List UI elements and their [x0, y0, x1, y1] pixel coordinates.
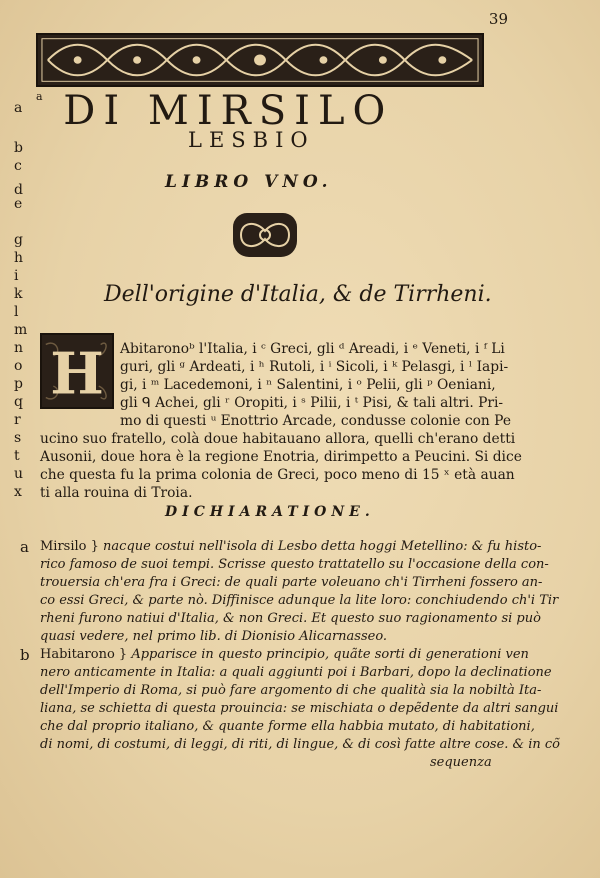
margin-letter: o [14, 358, 23, 374]
margin-letter: r [14, 412, 21, 428]
body-text-line: ti alla rouina di Troia. [40, 485, 193, 501]
note-text-line: nero anticamente in Italia: a quali aggiunti poi i Barbari, dopo la declinatione [40, 665, 552, 680]
margin-letter: i [14, 268, 19, 284]
note-text-line: dell'Imperio di Roma, si può fare argomento di che qualità sia la nobiltà Ita- [40, 683, 542, 698]
margin-letter: a [14, 100, 23, 116]
body-text-line: gli ᑫ Achei, gli ʳ Oropiti, i ˢ Pilii, i ᵗ Pisi, & tali altri. Pri- [120, 395, 504, 411]
margin-letter: e [14, 196, 23, 212]
body-text-line: guri, gli ᵍ Ardeati, i ʰ Rutoli, i ⁱ Sicoli, i ᵏ Pelasgi, i ˡ Iapi- [120, 359, 509, 375]
body-text-line: Ausonii, doue hora è la regione Enotria, dirimpetto a Peucini. Si dice [40, 449, 522, 465]
decorative-headpiece [36, 33, 484, 87]
margin-letter: k [14, 286, 23, 302]
body-text-line: mo di questi ᵘ Enottrio Arcade, condusse colonie con Pe [120, 413, 512, 429]
fleuron-ornament [233, 213, 297, 257]
decorated-initial [40, 333, 114, 409]
note-margin-letter: a [20, 538, 29, 556]
woodcut-initial-icon [42, 335, 112, 407]
catchword: sequenza [430, 755, 492, 770]
note-text-line: rheni furono natiui d'Italia, & non Greci. Et questo suo ragionamento si può [40, 611, 541, 626]
margin-letter: u [14, 466, 24, 482]
margin-letter: m [14, 322, 28, 338]
margin-letter: q [14, 394, 23, 410]
initial-letter: H [50, 341, 104, 407]
page-number: 39 [488, 10, 508, 28]
body-text-line: Abitaronoᵇ l'Italia, i ᶜ Greci, gli ᵈ Areadi, i ᵉ Veneti, i ᶠ Li [120, 341, 505, 357]
note-text-line: che dal proprio italiano, & quante forme ella habbia mutato, di habitationi, [40, 719, 535, 734]
note-text-line [40, 648, 529, 661]
note-text-line: liana, se schietta di questa prouincia: se mischiata o depẽdente da altri sangui [40, 701, 559, 716]
title-margin-mark: a [36, 90, 43, 103]
margin-letter: t [14, 448, 20, 464]
section-heading: Dell'origine d'Italia, & de Tirrheni. [104, 282, 492, 307]
note-text-line: quasi vedere, nel primo lib. di Dionisio Alicarnasseo. [40, 629, 388, 644]
note-margin-letter: b [20, 646, 30, 664]
margin-letter: n [14, 340, 24, 356]
note-text: nacque costui nell'isola di Lesbo detta hoggi Metellino: & fu histo- [103, 539, 542, 554]
note-text-line: rico famoso de suoi tempi. Scrisse questo trattatello su l'occasione della con- [40, 557, 549, 572]
note-text-line: co essi Greci, & parte nò. Diffinisce adunque la lite loro: conchiudendo ch'i Tir [40, 593, 559, 608]
body-text-line: ucino suo fratello, colà doue habitauano allora, quelli ch'erano detti [40, 431, 516, 447]
note-lemma: Mirsilo } [40, 539, 99, 554]
margin-letter: b [14, 140, 23, 156]
headpiece-ornament-icon [38, 35, 482, 85]
note-lemma: Habitarono } [40, 647, 128, 662]
body-text-line: gi, i ᵐ Lacedemoni, i ⁿ Salentini, i ᵒ Pelii, gli ᵖ Oeniani, [120, 377, 496, 393]
note-text: Apparisce in questo principio, quãte sorti di generationi ven [131, 647, 529, 662]
note-text-line: trouersia ch'era fra i Greci: de quali parte voleuano ch'i Tirrheni fossero an- [40, 575, 543, 590]
declaration-heading: DICHIARATIONE. [165, 504, 375, 520]
margin-letter: l [14, 304, 19, 320]
margin-letter: d [14, 182, 23, 198]
subtitle: LESBIO [188, 128, 315, 152]
fleuron-icon [233, 213, 297, 257]
margin-letter: p [14, 376, 23, 392]
book-heading: LIBRO VNO. [165, 172, 333, 192]
margin-letter: x [14, 484, 22, 500]
margin-letter: h [14, 250, 24, 266]
title-text: DI MIRSILO [63, 88, 394, 134]
body-text-line: che questa fu la prima colonia de Greci, poco meno di 15 ˣ età auan [40, 467, 515, 483]
note-text-line [40, 540, 541, 553]
margin-letter: s [14, 430, 22, 446]
note-text-line: di nomi, di costumi, di leggi, di riti, di lingue, & di così fatte altre cose. & in cõ [40, 737, 561, 752]
margin-letter: g [14, 232, 23, 248]
margin-letter: c [14, 158, 22, 174]
